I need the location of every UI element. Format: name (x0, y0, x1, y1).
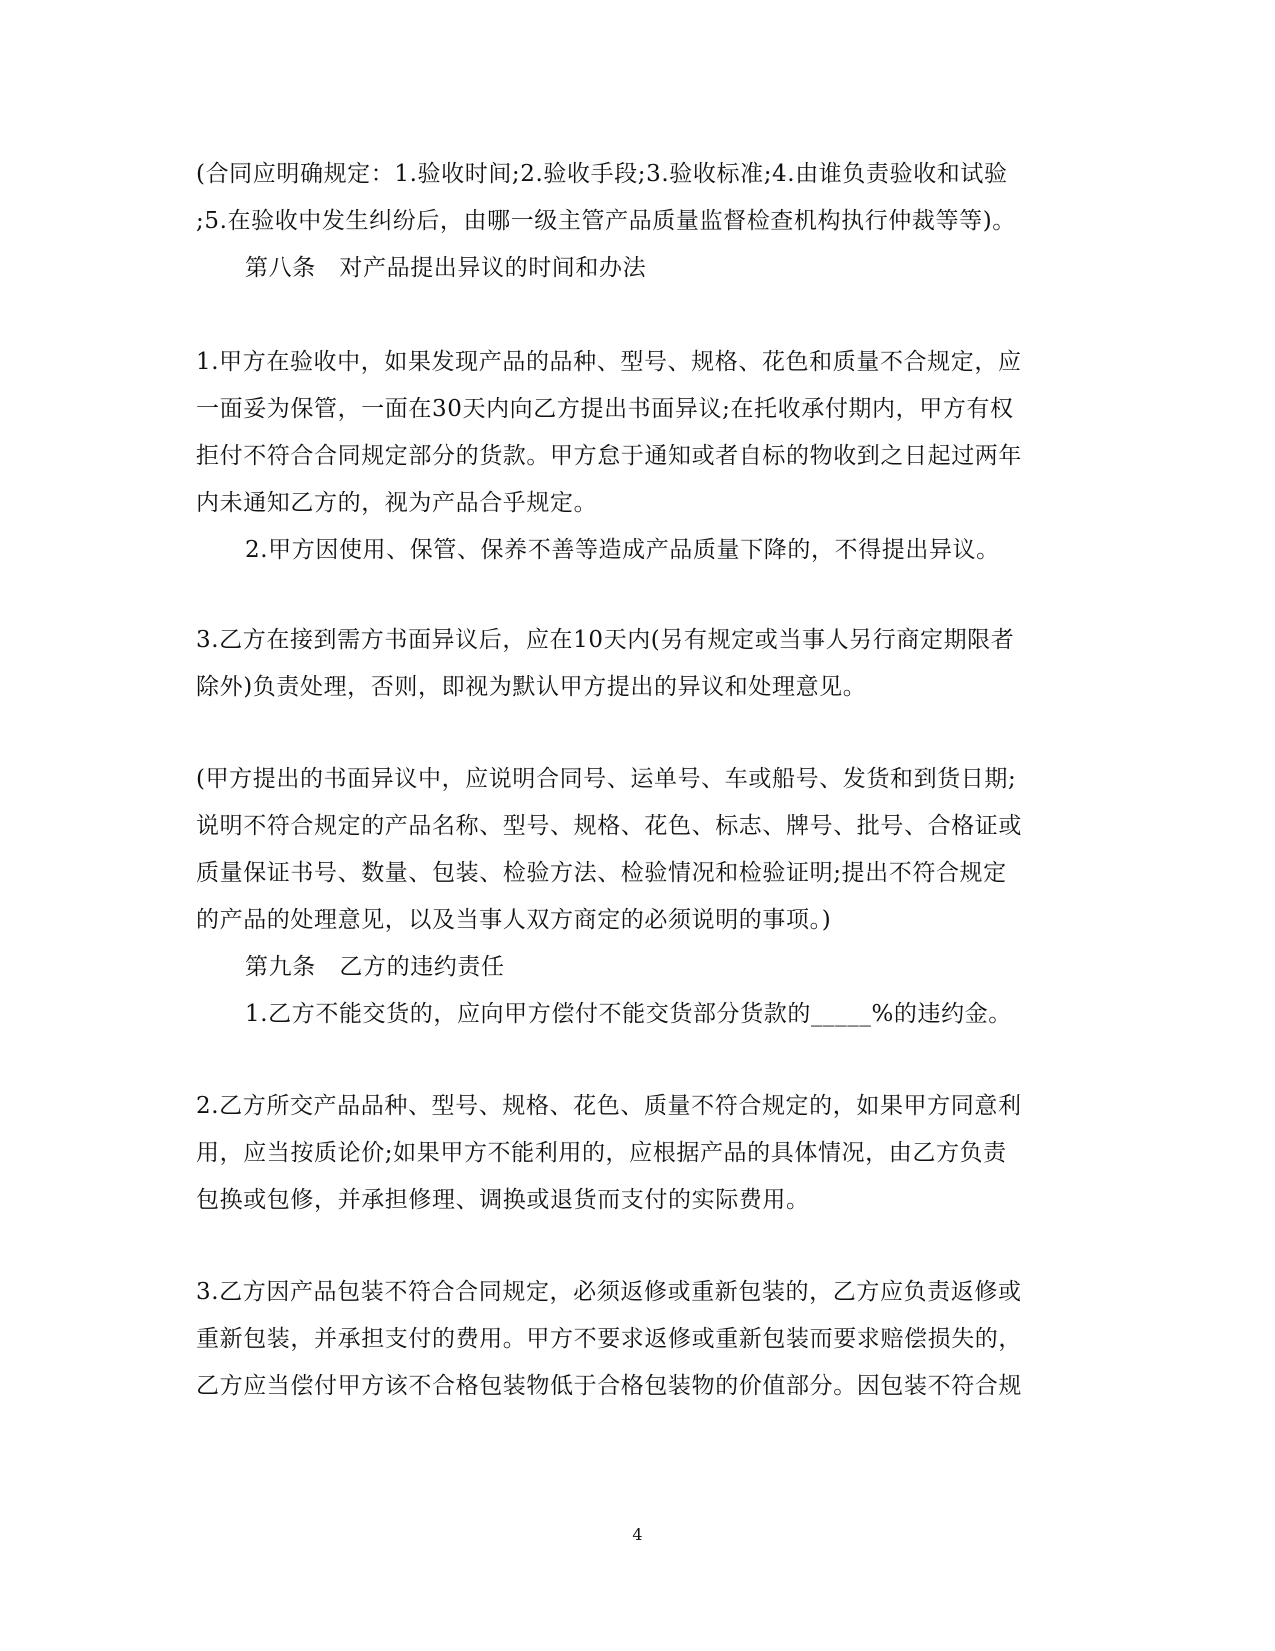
text-line: 1.乙方不能交货的，应向甲方偿付不能交货部分货款的_____%的违约金。 (245, 1001, 1012, 1027)
text-line: 拒付不符合合同规定部分的货款。甲方怠于通知或者自标的物收到之日起过两年 (196, 443, 1022, 469)
text-line: 除外)负责处理，否则，即视为默认甲方提出的异议和处理意见。 (196, 674, 867, 700)
text-line: 1.甲方在验收中，如果发现产品的品种、型号、规格、花色和质量不合规定，应 (196, 349, 1022, 375)
section-heading-article-9: 第九条 乙方的违约责任 (245, 954, 505, 980)
text-line: 重新包装，并承担支付的费用。甲方不要求返修或重新包装而要求赔偿损失的， (196, 1326, 1022, 1352)
text-line: (合同应明确规定：1.验收时间;2.验收手段;3.验收标准;4.由谁负责验收和试验 (196, 161, 1008, 187)
text-line: 3.乙方在接到需方书面异议后，应在10天内(另有规定或当事人另行商定期限者 (196, 627, 1015, 653)
text-line: 包换或包修，并承担修理、调换或退货而支付的实际费用。 (196, 1187, 810, 1213)
text-line: 质量保证书号、数量、包装、检验方法、检验情况和检验证明;提出不符合规定 (196, 860, 1007, 886)
text-line: 的产品的处理意见，以及当事人双方商定的必须说明的事项。) (196, 907, 832, 933)
text-line: 一面妥为保管，一面在30天内向乙方提出书面异议;在托收承付期内，甲方有权 (196, 396, 1014, 422)
text-line: 乙方应当偿付甲方该不合格包装物低于合格包装物的价值部分。因包装不符合规 (196, 1373, 1022, 1399)
text-line: 2.甲方因使用、保管、保养不善等造成产品质量下降的，不得提出异议。 (245, 537, 1000, 563)
text-line: 用，应当按质论价;如果甲方不能利用的，应根据产品的具体情况，由乙方负责 (196, 1140, 1007, 1166)
text-line: 说明不符合规定的产品名称、型号、规格、花色、标志、牌号、批号、合格证或 (196, 813, 1022, 839)
page-number: 4 (632, 1525, 643, 1544)
section-heading-article-8: 第八条 对产品提出异议的时间和办法 (245, 255, 647, 281)
text-line: 3.乙方因产品包装不符合合同规定，必须返修或重新包装的，乙方应负责返修或 (196, 1279, 1022, 1305)
text-line: 内未通知乙方的，视为产品合乎规定。 (196, 490, 598, 516)
text-line: ;5.在验收中发生纠纷后，由哪一级主管产品质量监督检查机构执行仲裁等等)。 (196, 208, 1016, 234)
text-line: (甲方提出的书面异议中，应说明合同号、运单号、车或船号、发货和到货日期; (196, 766, 1017, 792)
text-line: 2.乙方所交产品品种、型号、规格、花色、质量不符合规定的，如果甲方同意利 (196, 1093, 1022, 1119)
